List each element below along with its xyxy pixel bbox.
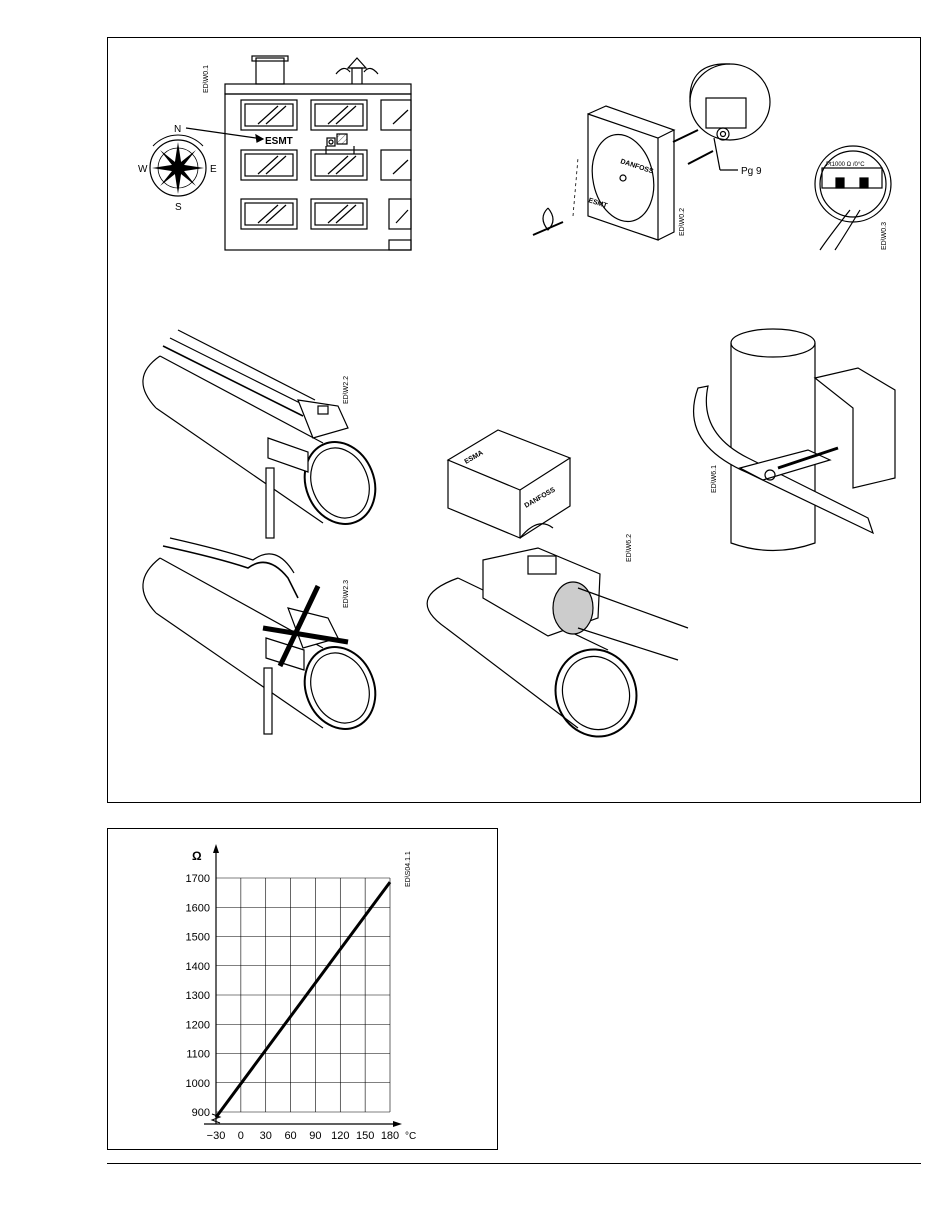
y-tick-label: 900 xyxy=(191,1107,210,1119)
x-tick-label: 60 xyxy=(284,1130,297,1142)
y-tick-label: 1100 xyxy=(186,1048,210,1061)
compass-e: E xyxy=(210,164,217,175)
strap-mount-ref: ED\W6.1 xyxy=(711,464,718,493)
housing-brand: DANFOSS xyxy=(619,158,655,176)
y-tick-label: 1300 xyxy=(185,990,210,1002)
strap-mount-illustration xyxy=(694,329,895,551)
x-tick-label: −30 xyxy=(206,1130,226,1142)
pipe-wrong-illustration xyxy=(143,538,387,740)
y-tick-label: 1000 xyxy=(185,1077,210,1090)
x-tick-label: 180 xyxy=(380,1130,400,1142)
chart-x-ticks xyxy=(207,1130,400,1142)
compass-rose xyxy=(150,135,206,196)
installation-figures xyxy=(108,38,922,804)
windows-row-3 xyxy=(241,199,411,229)
resistance-chart xyxy=(108,829,499,1151)
chart-grid xyxy=(216,878,390,1112)
x-axis-arrow xyxy=(393,1121,402,1127)
x-tick-label: 90 xyxy=(309,1130,322,1142)
x-tick-label: 0 xyxy=(237,1130,244,1142)
x-tick-label: 150 xyxy=(355,1130,375,1142)
y-axis-label: Ω xyxy=(192,849,202,863)
building-sensor-label: ESMT xyxy=(265,136,293,147)
chart-axes xyxy=(204,844,402,1127)
resistance-chart-panel xyxy=(107,828,498,1150)
compass-w: W xyxy=(138,164,148,175)
x-tick-label: 30 xyxy=(259,1130,272,1142)
y-axis-arrow xyxy=(213,844,219,853)
x-axis-label: °C xyxy=(405,1131,417,1142)
chart-series xyxy=(216,882,390,1117)
esma-cover-illustration xyxy=(448,430,570,538)
pipe-wrong-ref: ED\W2.3 xyxy=(343,579,350,608)
windows-row-2 xyxy=(241,150,411,180)
gland-label: Pg 9 xyxy=(741,166,762,177)
chart-y-ticks xyxy=(186,873,210,1119)
installation-figures-panel xyxy=(107,37,921,803)
y-tick-label: 1600 xyxy=(185,902,210,915)
windows-row-1 xyxy=(241,100,411,130)
y-tick-label: 1200 xyxy=(185,1019,210,1032)
footer-rule xyxy=(107,1163,921,1164)
compass-n: N xyxy=(174,124,182,135)
building-ref: ED\W0.1 xyxy=(203,64,210,93)
housing-ref: ED\W0.2 xyxy=(679,207,686,236)
housing-model: ESMT xyxy=(587,197,609,210)
esma-brand: DANFOSS xyxy=(523,486,557,510)
building-illustration xyxy=(186,56,411,250)
y-tick-label: 1500 xyxy=(185,931,210,944)
esma-model: ESMA xyxy=(463,449,485,466)
y-tick-label: 1400 xyxy=(185,960,210,973)
x-tick-label: 120 xyxy=(331,1130,350,1142)
pipe-correct-illustration xyxy=(143,330,387,538)
esma-ref: ED\W6.2 xyxy=(626,533,633,562)
chart-ref: ED\S04.1.1 xyxy=(405,851,412,887)
pipe-correct-ref: ED\W2.2 xyxy=(343,375,350,404)
terminal-text: Pt1000 Ω /0°C xyxy=(826,162,865,168)
esma-pipe-illustration xyxy=(427,548,688,748)
sensor-housing-illustration xyxy=(533,64,770,240)
resistance-line xyxy=(216,882,390,1117)
y-tick-label: 1700 xyxy=(185,873,210,885)
compass-s: S xyxy=(175,202,182,213)
terminal-ref: ED\W0.3 xyxy=(881,221,888,250)
